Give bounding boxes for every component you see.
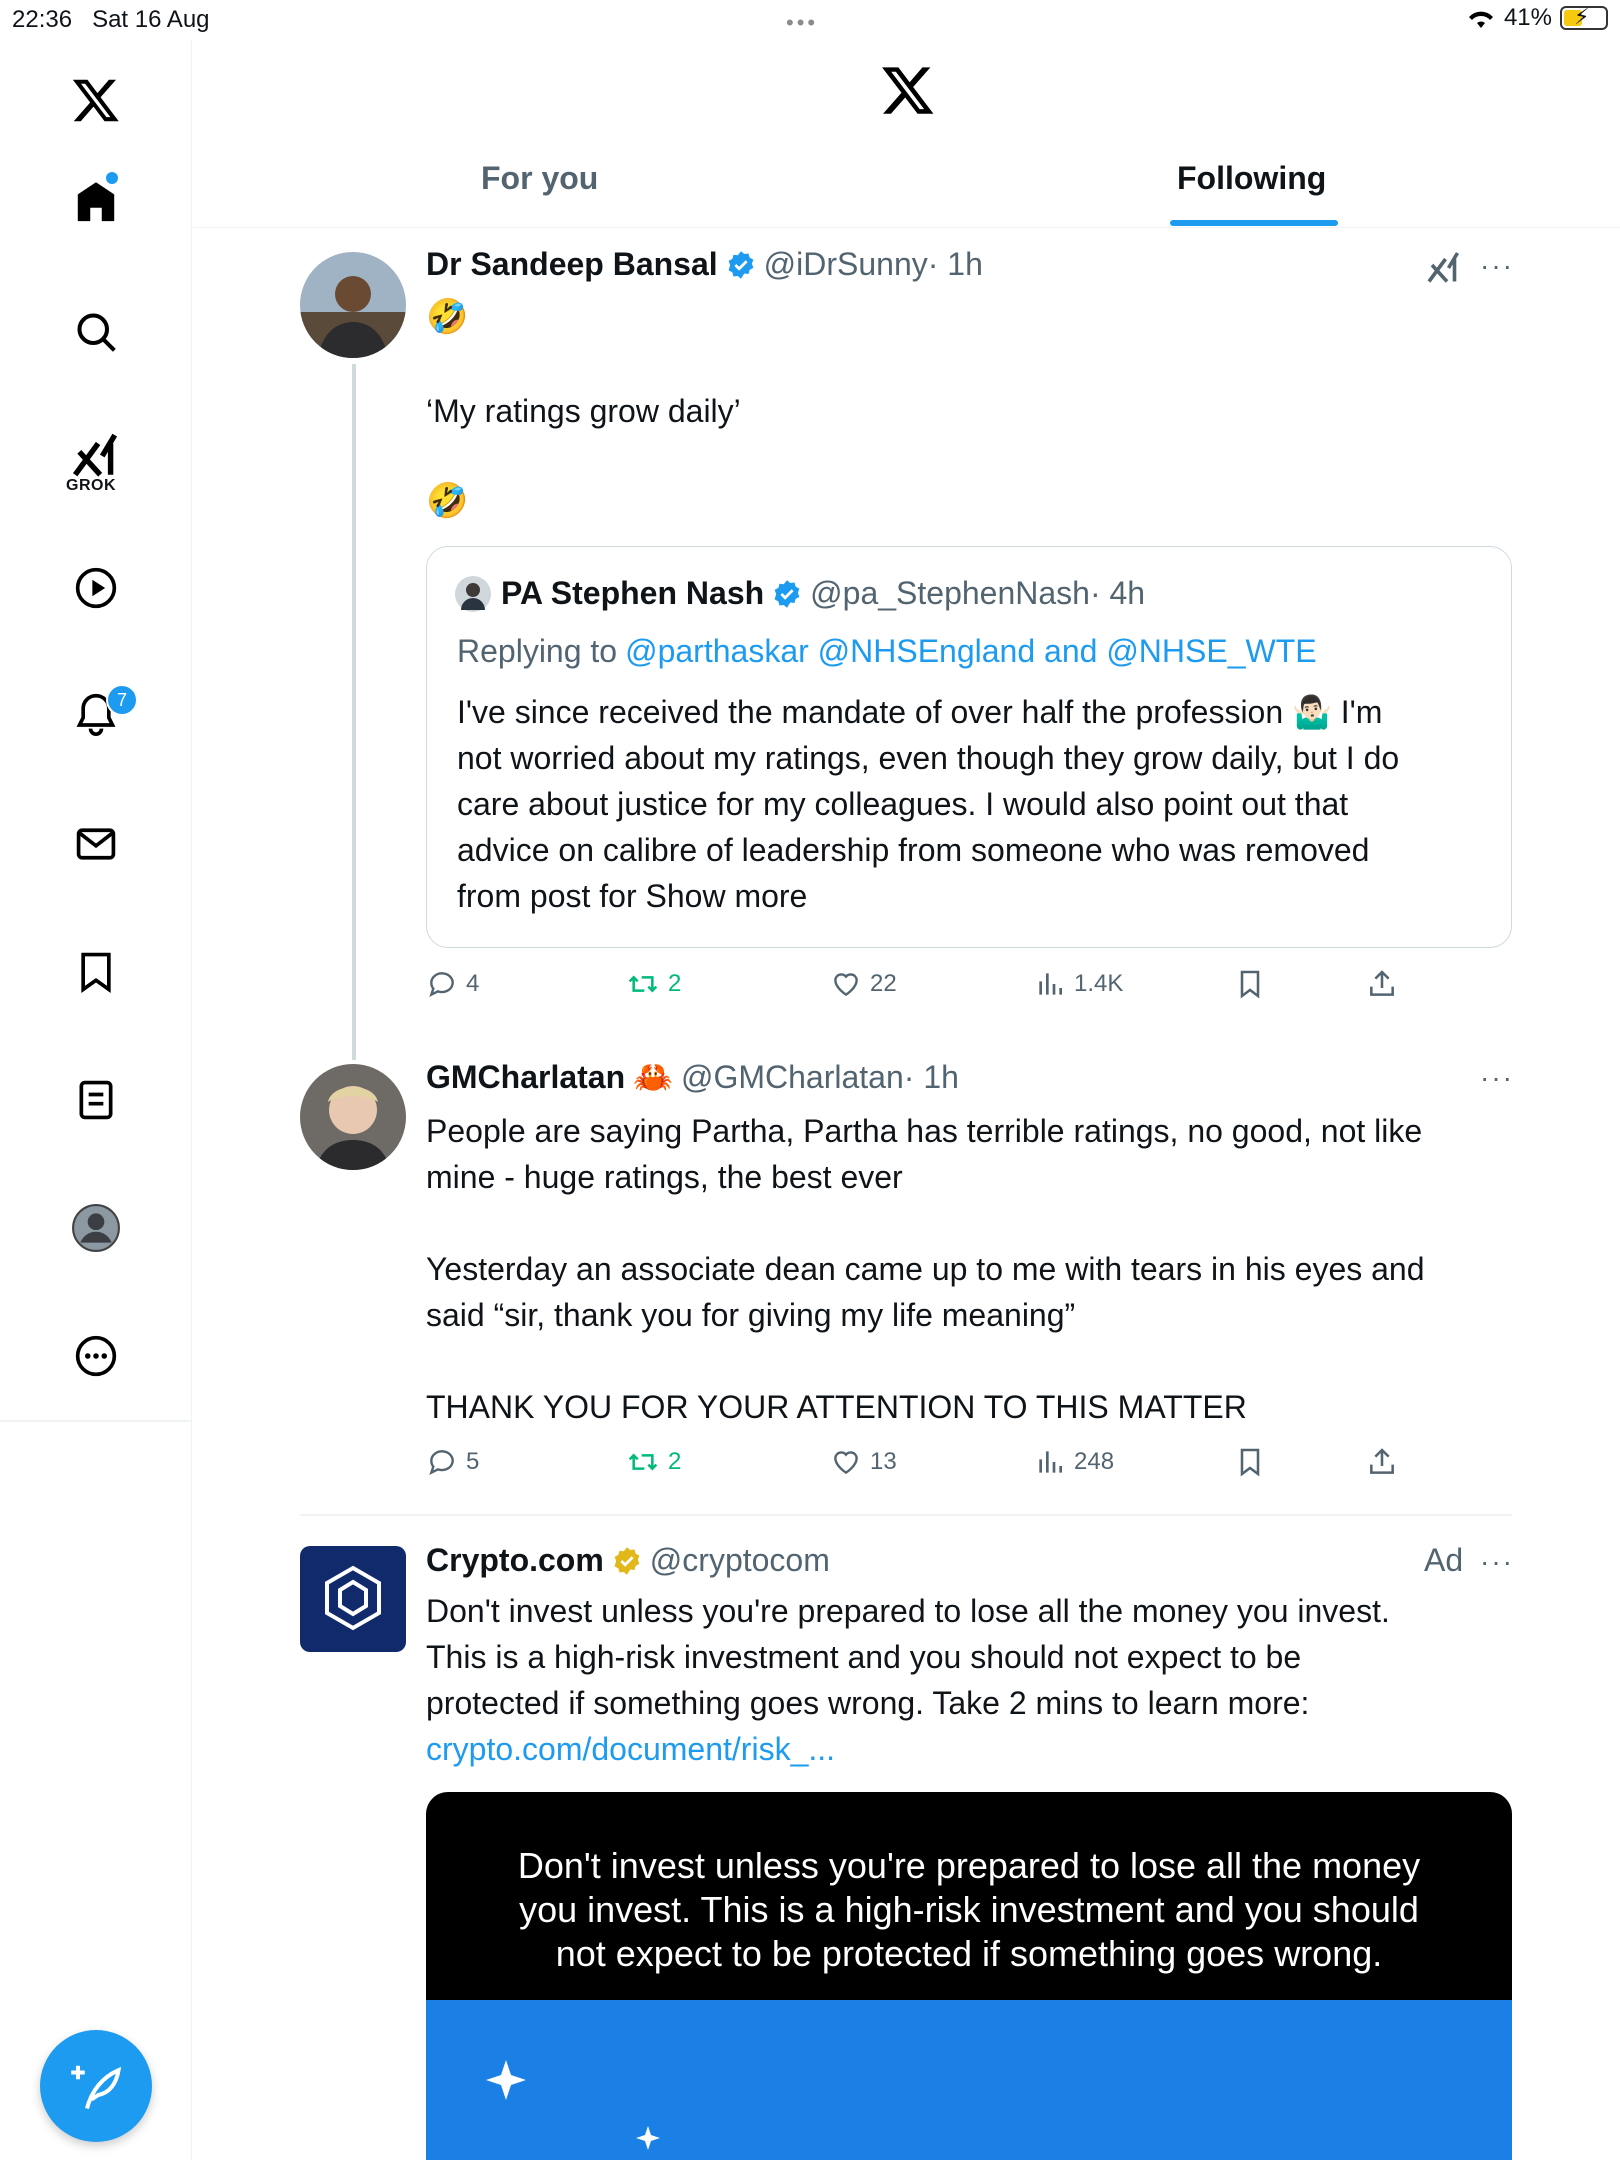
bookmark-button[interactable] <box>1234 1446 1266 1478</box>
like-button[interactable] <box>830 968 897 1000</box>
tweet2-more-icon[interactable]: ··· <box>1480 1062 1514 1093</box>
views-icon <box>1034 1446 1066 1478</box>
status-right <box>1466 4 1608 32</box>
views-button[interactable] <box>1034 1446 1114 1478</box>
x-logo-icon[interactable] <box>62 66 130 134</box>
heart-icon <box>830 968 862 1000</box>
share-button[interactable] <box>1366 968 1398 1000</box>
more-options-icon[interactable] <box>62 1322 130 1390</box>
ad-image-line: you invest. This is a high-risk investment and you should <box>519 1889 1419 1930</box>
ad-media-text <box>426 1792 1512 2000</box>
battery-icon: ⚡ <box>1560 6 1608 30</box>
avatar-crypto-com[interactable] <box>300 1546 406 1652</box>
tweet2-author-name[interactable]: GMCharlatan <box>426 1058 626 1095</box>
verified-badge-icon <box>726 250 756 280</box>
like-button[interactable] <box>830 1446 897 1478</box>
bookmark-icon <box>1234 968 1266 1000</box>
sidebar <box>0 40 192 2160</box>
quote-handle[interactable]: @pa_StephenNash <box>810 575 1090 611</box>
timeline-tabs <box>193 140 1620 228</box>
tab-active-indicator <box>1170 220 1338 226</box>
tweet2-line: THANK YOU FOR YOUR ATTENTION TO THIS MATTER <box>426 1389 1247 1425</box>
compose-feather-icon <box>69 2059 123 2113</box>
tweet1-emoji: 🤣 <box>426 298 469 336</box>
tweet3-body <box>426 1588 1526 1772</box>
lists-icon[interactable] <box>62 1066 130 1134</box>
like-count: 13 <box>870 1448 897 1475</box>
ad-image-line: not expect to be protected if something goes wrong. <box>555 1933 1383 1974</box>
tweet2-line: Yesterday an associate dean came up to me with tears in his eyes and <box>426 1251 1425 1287</box>
quote-line: not worried about my ratings, even though they grow daily, but I do <box>457 740 1400 776</box>
quote-header <box>455 575 1145 612</box>
profile-icon[interactable] <box>62 1194 130 1262</box>
tweet1-handle[interactable]: @iDrSunny <box>763 246 928 282</box>
tweet3-line: This is a high-risk investment and you should not expect to be <box>426 1639 1302 1675</box>
home-icon[interactable] <box>62 168 130 236</box>
heart-icon <box>830 1446 862 1478</box>
tweet1-text: ‘My ratings grow daily’ <box>426 393 741 429</box>
quote-avatar <box>455 576 491 612</box>
tweet1-header <box>426 246 983 283</box>
reply-button[interactable] <box>426 968 479 1000</box>
notifications-badge: 7 <box>106 684 138 716</box>
multitasking-dots[interactable]: ••• <box>786 10 819 35</box>
reply-icon <box>426 968 458 1000</box>
quote-line: care about justice for my colleagues. I would also point out that <box>457 786 1349 822</box>
grok-explain-icon[interactable] <box>1426 250 1462 291</box>
tweet2-header <box>426 1058 959 1096</box>
quote-line: I've since received the mandate of over half the profession 🤷🏻‍♂️ I'm <box>457 694 1383 730</box>
ad-label: Ad <box>1424 1542 1464 1578</box>
quote-replying-prefix: Replying to <box>457 633 618 669</box>
tweet2-actions <box>426 1446 1426 1486</box>
status-time: 22:36 Sat 16 Aug <box>12 6 210 33</box>
sidebar-divider <box>0 1420 192 1422</box>
quote-replying-to[interactable]: @parthaskar @NHSEngland and @NHSE_WTE <box>625 633 1317 669</box>
views-count: 1.4K <box>1074 970 1124 997</box>
wifi-icon <box>1466 6 1496 30</box>
quote-time: · 4h <box>1089 575 1146 611</box>
avatar-gmcharlatan[interactable] <box>300 1064 406 1170</box>
tweet3-line: Don't invest unless you're prepared to lose all the money you invest. <box>426 1593 1390 1629</box>
tweet3-handle[interactable]: @cryptocom <box>649 1542 830 1578</box>
tweet1-time: · 1h <box>927 246 983 282</box>
views-button[interactable] <box>1034 968 1123 1000</box>
tweet1-actions <box>426 968 1426 1008</box>
retweet-button[interactable] <box>626 1446 681 1478</box>
retweet-button[interactable] <box>626 968 681 1000</box>
like-count: 22 <box>870 970 897 997</box>
tweet1-emoji-2: 🤣 <box>426 482 469 520</box>
share-icon <box>1366 968 1398 1000</box>
ad-media-card[interactable] <box>426 1792 1512 2160</box>
share-icon <box>1366 1446 1398 1478</box>
tweet1-more-icon[interactable]: ··· <box>1480 250 1514 281</box>
tweet2-time: · 1h <box>903 1058 959 1095</box>
tweet2-handle[interactable]: @GMCharlatan <box>680 1058 904 1095</box>
tweet2-line: mine - huge ratings, the best ever <box>426 1159 903 1195</box>
views-count: 248 <box>1074 1448 1115 1475</box>
avatar-dr-sandeep-bansal[interactable] <box>300 252 406 358</box>
quote-line: advice on calibre of leadership from someone who was removed <box>457 832 1370 868</box>
video-icon[interactable] <box>62 554 130 622</box>
thread-connector <box>352 364 356 1060</box>
reply-icon <box>426 1446 458 1478</box>
battery-percent: 41% <box>1503 4 1552 31</box>
quote-body <box>457 689 1497 919</box>
quote-author-name[interactable]: PA Stephen Nash <box>501 575 765 611</box>
quoted-tweet[interactable] <box>426 546 1512 948</box>
tab-for-you[interactable]: For you <box>481 160 599 196</box>
tweet2-line: People are saying Partha, Partha has terrible ratings, no good, not like <box>426 1113 1423 1149</box>
ad-media-blue-panel <box>426 2000 1512 2160</box>
tweet1-author-name[interactable]: Dr Sandeep Bansal <box>426 246 718 282</box>
tweet-divider <box>300 1514 1512 1516</box>
crab-emoji: 🦀 <box>633 1059 673 1095</box>
reply-button[interactable] <box>426 1446 479 1478</box>
bookmark-icon <box>1234 1446 1266 1478</box>
tweet2-line: said “sir, thank you for giving my life meaning” <box>426 1297 1076 1333</box>
messages-icon[interactable] <box>62 810 130 878</box>
reply-count: 5 <box>466 1448 480 1475</box>
sparkle-icon <box>636 2126 660 2150</box>
header-x-logo-icon <box>880 62 936 118</box>
reply-count: 4 <box>466 970 480 997</box>
status-bar <box>0 0 1620 40</box>
quote-line: from post for Show more <box>457 878 808 914</box>
grok-label: GROK <box>66 477 116 494</box>
tweet2-body <box>426 1108 1526 1430</box>
gold-verified-badge-icon <box>612 1546 642 1576</box>
home-unread-dot <box>106 172 118 184</box>
tweet3-header <box>426 1542 830 1579</box>
views-icon <box>1034 968 1066 1000</box>
bookmark-button[interactable] <box>1234 968 1266 1000</box>
tab-following[interactable]: Following <box>1177 160 1327 196</box>
tweet3-line: protected if something goes wrong. Take 2 mins to learn more: <box>426 1685 1310 1721</box>
search-icon[interactable] <box>62 298 130 366</box>
tweet3-more-icon[interactable]: ··· <box>1480 1546 1514 1577</box>
retweet-icon <box>626 968 660 1000</box>
verified-badge-icon <box>772 579 802 609</box>
retweet-icon <box>626 1446 660 1478</box>
share-button[interactable] <box>1366 1446 1398 1478</box>
tweet3-link[interactable]: crypto.com/document/risk_... <box>426 1731 836 1767</box>
ad-image-line: Don't invest unless you're prepared to lose all the money <box>517 1845 1421 1886</box>
quote-replying <box>457 633 1317 670</box>
tweet3-author-name[interactable]: Crypto.com <box>426 1542 604 1578</box>
bookmarks-icon[interactable] <box>62 938 130 1006</box>
retweet-count: 2 <box>668 970 682 997</box>
compose-button[interactable] <box>40 2030 152 2142</box>
sparkle-icon <box>486 2060 526 2100</box>
retweet-count: 2 <box>668 1448 682 1475</box>
